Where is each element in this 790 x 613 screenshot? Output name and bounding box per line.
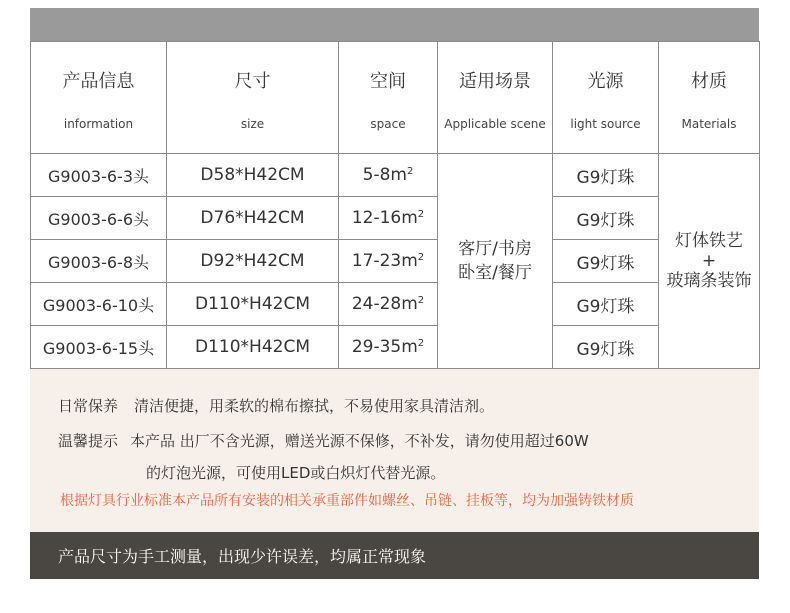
cell-light: G9灯珠	[553, 240, 659, 283]
cell-size: D110*H42CM	[167, 326, 339, 369]
care-text: 清洁便捷，用柔软的棉布擦拭，不易使用家具清洁剂。	[134, 397, 495, 415]
cell-model: G9003-6-15头	[31, 326, 167, 369]
cell-light: G9灯珠	[553, 283, 659, 326]
cell-light: G9灯珠	[553, 326, 659, 369]
cell-space: $29-35m^2$	[339, 326, 438, 369]
tip-label: 温馨提示	[58, 432, 119, 450]
cell-space: $5-8m^2$	[339, 154, 438, 197]
cell-size: D58*H42CM	[167, 154, 339, 197]
cell-model: G9003-6-6头	[31, 197, 167, 240]
cell-size: D110*H42CM	[167, 283, 339, 326]
cell-scene: 客厅/书房 卧室/餐厅	[438, 154, 553, 369]
spec-table	[30, 41, 760, 369]
header-scene: 适用场景 Applicable scene	[438, 42, 553, 154]
notes-panel	[30, 369, 759, 532]
table-row	[31, 326, 760, 369]
cell-size: D92*H42CM	[167, 240, 339, 283]
header-materials: 材质 Materials	[659, 42, 760, 154]
tip-text-2: 的灯泡光源，可使用LED或白炽灯代替光源。	[146, 464, 446, 482]
cell-space: $12-16m^2$	[339, 197, 438, 240]
cell-light: G9灯珠	[553, 197, 659, 240]
table-row	[31, 154, 760, 197]
header-information: 产品信息 information	[31, 42, 167, 154]
header-space: 空间 space	[339, 42, 438, 154]
cell-model: G9003-6-10头	[31, 283, 167, 326]
header-size: 尺寸 size	[167, 42, 339, 154]
footer-bar	[30, 532, 759, 579]
care-label: 日常保养	[58, 397, 119, 415]
cell-light: G9灯珠	[553, 154, 659, 197]
tip-text-1: 本产品 出厂不含光源，赠送光源不保修，不补发，请勿使用超过60W	[130, 432, 589, 450]
table-row	[31, 283, 760, 326]
cell-model: G9003-6-8头	[31, 240, 167, 283]
table-row	[31, 197, 760, 240]
care-note	[58, 395, 494, 416]
header-light-source: 光源 light source	[553, 42, 659, 154]
table-row	[31, 240, 760, 283]
warning-text: 根据灯具行业标准本产品所有安装的相关承重部件如螺丝、吊链、挂板等，均为加强铸铁材质	[60, 493, 634, 509]
cell-space: $17-23m^2$	[339, 240, 438, 283]
cell-material: 灯体铁艺 + 玻璃条装饰	[659, 154, 760, 369]
tip-note	[58, 430, 589, 451]
cell-size: D76*H42CM	[167, 197, 339, 240]
table-header-row	[31, 42, 760, 154]
cell-model: G9003-6-3头	[31, 154, 167, 197]
footer-text: 产品尺寸为手工测量，出现少许误差，均属正常现象	[58, 547, 427, 566]
cell-space: $24-28m^2$	[339, 283, 438, 326]
top-header-bar	[30, 8, 759, 41]
